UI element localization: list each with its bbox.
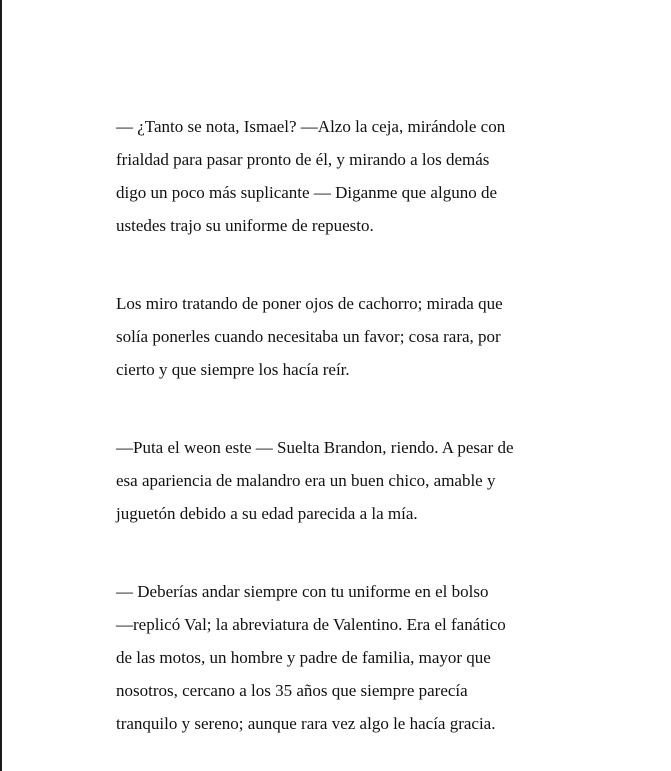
text-line: de las motos, un hombre y padre de familia, mayor que xyxy=(116,648,491,667)
text-line: tranquilo y sereno; aunque rara vez algo le hacía gracia. xyxy=(116,714,496,733)
paragraph-spacer xyxy=(116,242,586,287)
paragraph-4 xyxy=(116,575,586,740)
text-line: ustedes trajo su uniforme de repuesto. xyxy=(116,216,374,235)
text-line: Los miro tratando de poner ojos de cachorro; mirada que xyxy=(116,294,503,313)
text-line: esa apariencia de malandro era un buen chico, amable y xyxy=(116,471,496,490)
paragraph-1 xyxy=(116,110,586,242)
text-line: digo un poco más suplicante — Diganme que alguno de xyxy=(116,183,497,202)
text-line: —replicó Val; la abreviatura de Valentino. Era el fanático xyxy=(116,615,506,634)
text-line: cierto y que siempre los hacía reír. xyxy=(116,360,350,379)
text-line: — Deberías andar siempre con tu uniforme en el bolso xyxy=(116,582,489,601)
text-line: frialdad para pasar pronto de él, y mirando a los demás xyxy=(116,150,490,169)
text-line: —Puta el weon este — Suelta Brandon, riendo. A pesar de xyxy=(116,438,514,457)
paragraph-3 xyxy=(116,431,586,530)
text-line: nosotros, cercano a los 35 años que siempre parecía xyxy=(116,681,468,700)
text-line: juguetón debido a su edad parecida a la mía. xyxy=(116,504,418,523)
document-body xyxy=(116,110,586,740)
text-line: solía ponerles cuando necesitaba un favor; cosa rara, por xyxy=(116,327,501,346)
paragraph-2 xyxy=(116,287,586,386)
paragraph-spacer xyxy=(116,386,586,431)
paragraph-spacer xyxy=(116,530,586,575)
text-line: — ¿Tanto se nota, Ismael? —Alzo la ceja, mirándole con xyxy=(116,117,506,136)
